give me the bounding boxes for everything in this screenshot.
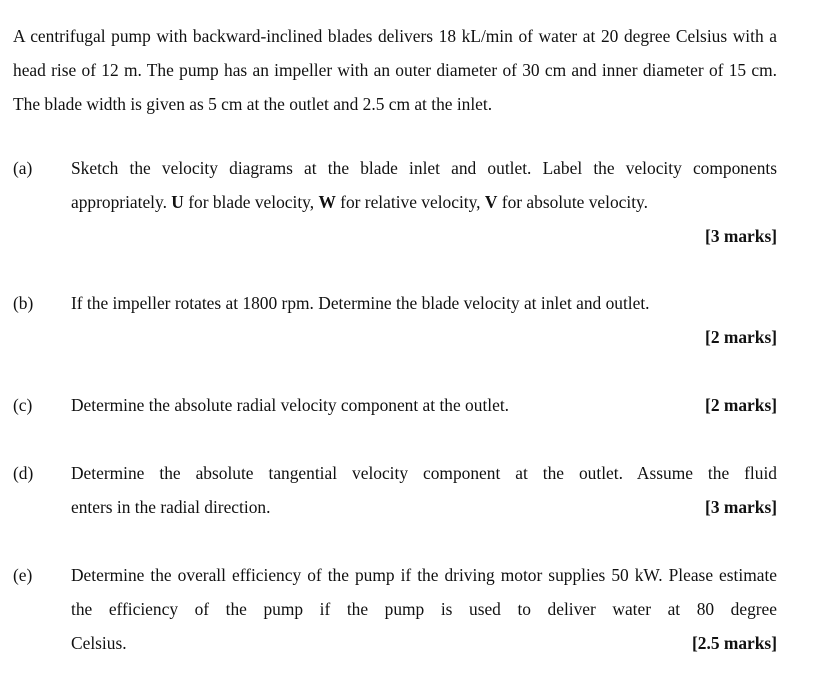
question-c-text: Determine the absolute radial velocity component at the outlet. <box>71 395 510 415</box>
symbol-w-desc: for relative velocity, <box>335 192 485 212</box>
question-a-marks: [3 marks] <box>705 226 777 246</box>
question-d-row <box>71 490 777 524</box>
symbol-w: W <box>318 192 336 212</box>
question-d-text-line2: enters in the radial direction. <box>71 497 271 517</box>
question-e-body <box>71 558 777 660</box>
symbol-v-desc: for absolute velocity. <box>497 192 648 212</box>
question-d-label: (d) <box>13 463 34 483</box>
question-c-body <box>71 388 777 422</box>
question-d-text-line1: Determine the absolute tangential velocity component at the outlet. Assume the fluid <box>71 463 777 483</box>
symbol-v: V <box>484 192 498 212</box>
question-c-label: (c) <box>13 395 33 415</box>
symbol-u: U <box>171 192 184 212</box>
question-c-marks: [2 marks] <box>705 395 777 415</box>
question-e-label: (e) <box>13 565 33 585</box>
question-d-marks: [3 marks] <box>705 497 777 517</box>
question-b-label: (b) <box>13 293 34 313</box>
question-e-marks: [2.5 marks] <box>691 633 777 653</box>
question-b-body <box>71 286 777 354</box>
question-e-text: Determine the overall efficiency of the pump if the driving motor supplies 50 kW. Please estimate the efficiency of the pump if the pump is used to deliver water at 80 degree <box>71 565 777 619</box>
question-a-body <box>71 151 777 253</box>
question-c-row <box>71 388 777 422</box>
question-b-marks: [2 marks] <box>705 327 777 347</box>
problem-statement: A centrifugal pump with backward-inclined blades delivers 18 kL/min of water at 20 degree Celsius with a head rise of 12 m. The pump has an impeller with an outer diameter of 30 cm and inner diameter of 15 cm. The blade width is given as 5 cm at the outlet and 2.5 cm at the inlet. <box>13 26 777 114</box>
question-e-text-line3: Celsius. <box>71 633 127 653</box>
question-a-label: (a) <box>13 158 33 178</box>
question-b-text: If the impeller rotates at 1800 rpm. Determine the blade velocity at inlet and outlet. <box>71 293 650 313</box>
question-d-body <box>71 456 777 524</box>
question-e-row <box>71 626 777 660</box>
question-a-text: Sketch the velocity diagrams at the blade inlet and outlet. Label the velocity components appropriately. <box>71 158 777 212</box>
symbol-u-desc: for blade velocity, <box>183 192 319 212</box>
